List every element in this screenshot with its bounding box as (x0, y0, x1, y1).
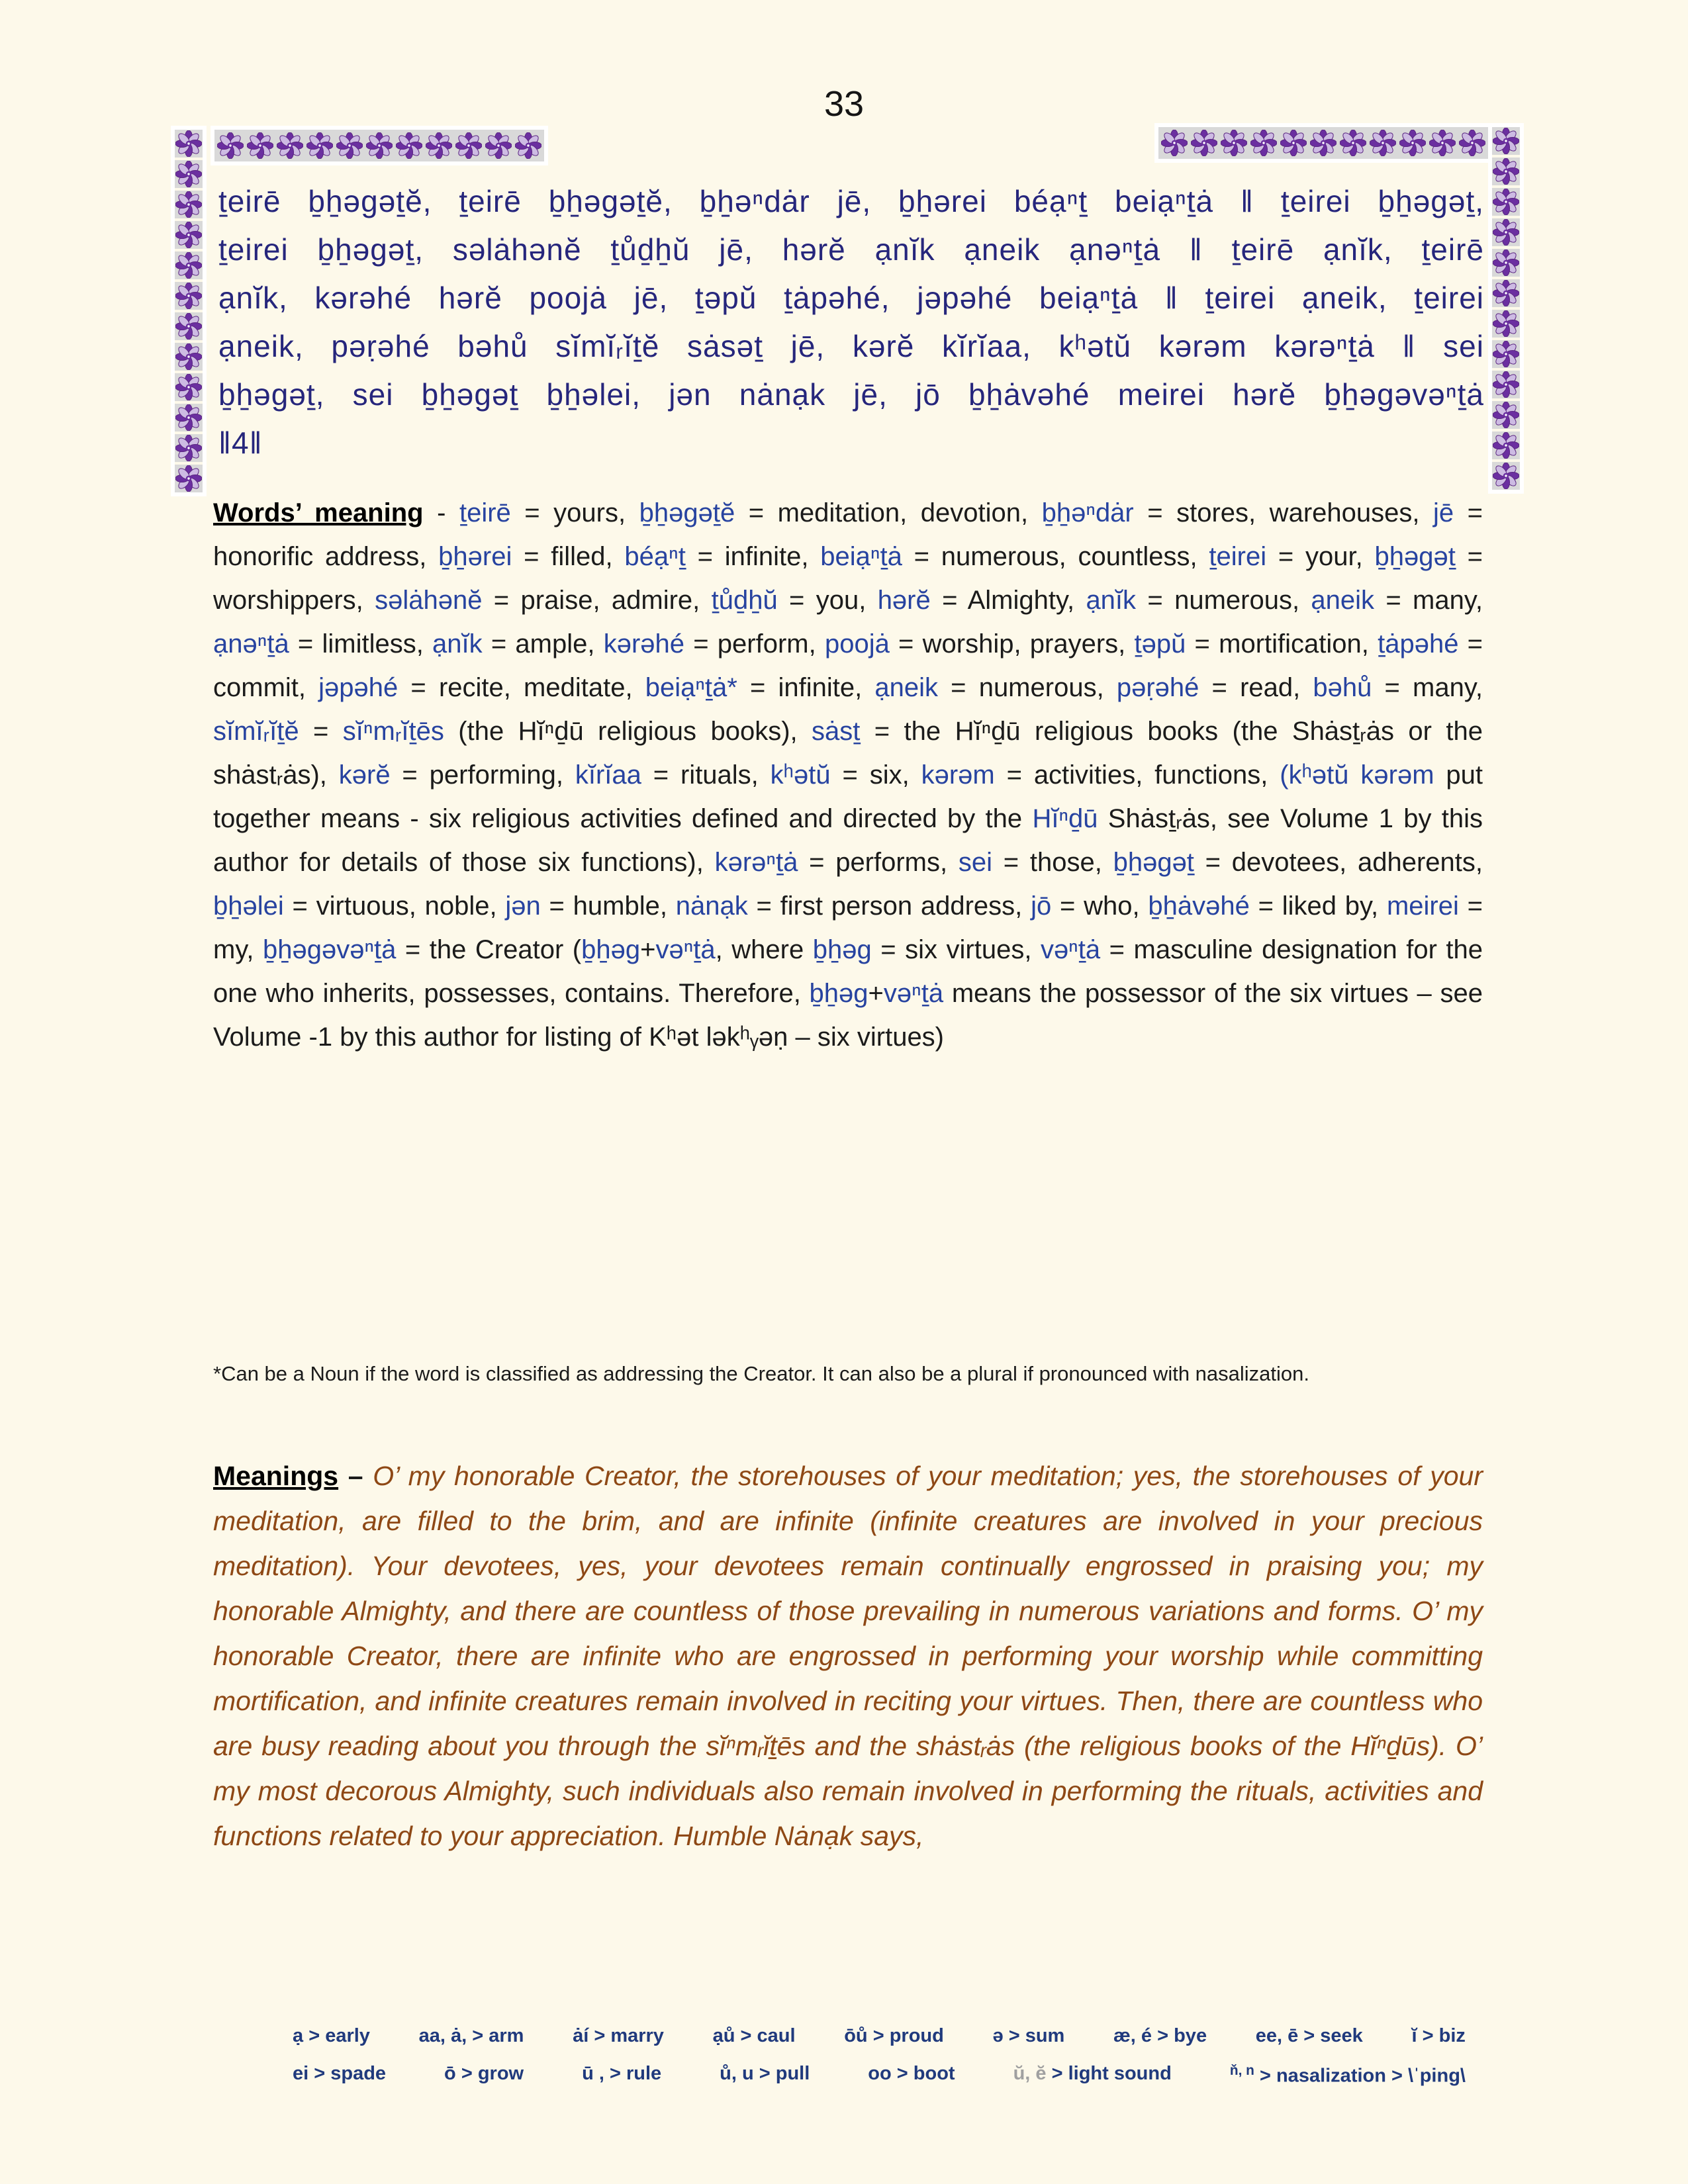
text-run: = worship, prayers, (889, 629, 1135, 659)
transliterated-word: kərəⁿṯȧ (714, 848, 798, 877)
text-run: = meditation, devotion, (735, 498, 1042, 527)
flower-icon (1493, 463, 1519, 489)
flower-icon (175, 313, 202, 340)
flower-icon (1399, 130, 1426, 156)
text-run: = commit, (213, 629, 1483, 702)
transliterated-word: nȧnạk (675, 891, 748, 921)
verse-line: ṯeirei ḇẖəgəṯ, səlȧhənĕ ṯůḏẖŭ jē, hərĕ ạnĭk ạneik ạnəⁿṯȧ ‖ ṯeirē ạnĭk, ṯeirē (218, 232, 1484, 267)
flower-ornament-cell (485, 132, 512, 159)
pronunciation-key-item (444, 2063, 524, 2087)
transliterated-word: ḇẖəgəṯĕ (639, 498, 735, 527)
transliterated-word: kĭrĭaa (575, 760, 641, 790)
transliterated-word: ḇẖəg (812, 935, 872, 964)
text-run: = (299, 717, 343, 746)
transliterated-word: béạⁿṯ (624, 542, 686, 571)
flower-ornament-cell (1492, 127, 1520, 155)
text-run: (the Hĭⁿḏū religious books), (444, 717, 812, 746)
meanings-heading: Meanings (213, 1461, 339, 1491)
flower-icon (1191, 130, 1217, 156)
pronunciation-key-item (293, 2063, 386, 2087)
transliterated-word: ạnəⁿṯȧ (213, 629, 289, 659)
pronunciation-key-item (573, 2025, 664, 2047)
text-run: = your, (1266, 542, 1375, 571)
flower-ornament-cell (175, 434, 203, 462)
flower-ornament-cell (175, 312, 203, 340)
transliterated-word: sĭmĭᵣĭṯĕ (213, 717, 299, 746)
transliterated-word: ṯůḏẖŭ (711, 586, 778, 615)
flower-ornament-cell (1220, 129, 1248, 157)
transliterated-word: sei (958, 848, 993, 877)
flower-ornament-cell (1492, 218, 1520, 246)
flower-icon (1493, 432, 1519, 459)
key-example-word: > sum (1003, 2025, 1065, 2046)
transliterated-word: (kʰətŭ kərəm (1280, 760, 1434, 790)
pronunciation-key-item (1113, 2025, 1207, 2047)
key-symbol: ů, u (720, 2063, 754, 2084)
key-symbol: ei (293, 2063, 309, 2084)
transliterated-word: meirei (1386, 891, 1459, 921)
key-example-word: > rule (604, 2063, 662, 2084)
flower-icon (175, 283, 202, 309)
flower-icon (1429, 130, 1456, 156)
text-run: = honorific address, (213, 498, 1483, 571)
flower-icon (1493, 128, 1519, 154)
key-example-word: > light sound (1046, 2063, 1172, 2084)
flower-icon (1493, 310, 1519, 337)
key-symbol: æ, é (1113, 2025, 1152, 2046)
text-run: = many, (1374, 586, 1483, 615)
key-example-word: > caul (735, 2025, 796, 2046)
text-run: = six, (830, 760, 921, 790)
key-symbol: aa, ȧ, (418, 2025, 467, 2046)
key-symbol: oo (868, 2063, 892, 2084)
pronunciation-key-item (720, 2063, 810, 2087)
transliterated-word: ṯəpŭ (1134, 629, 1186, 659)
flower-ornament-cell (1492, 310, 1520, 338)
transliterated-word: hərĕ (877, 586, 931, 615)
flower-icon (1340, 130, 1366, 156)
flower-border-right-column (1488, 123, 1524, 494)
flower-ornament-cell (1309, 129, 1337, 157)
flower-ornament-cell (306, 132, 334, 159)
transliterated-word: kərəm (921, 760, 995, 790)
flower-ornament-cell (246, 132, 274, 159)
text-run: = infinite, (685, 542, 821, 571)
text-run: = numerous, (1136, 586, 1311, 615)
text-run: = infinite, (737, 673, 875, 702)
pronunciation-key-row-1 (293, 2025, 1466, 2047)
flower-ornament-cell (1339, 129, 1367, 157)
text-run: = numerous, countless, (902, 542, 1209, 571)
text-run: put together means - six religious activities defined and directed by the (213, 760, 1483, 833)
transliterated-word: ạneik (1311, 586, 1375, 615)
verse-line: ‖4‖ (218, 426, 263, 460)
transliterated-word: beiạⁿṯȧ (820, 542, 902, 571)
pronunciation-key-item (419, 2025, 524, 2047)
flower-ornament-cell (175, 251, 203, 279)
flower-icon (1493, 219, 1519, 246)
flower-ornament-cell (1492, 279, 1520, 307)
text-run: = the Hĭⁿḏū religious books (the Shȧsṯᵣȧs or the shȧstᵣȧs), (213, 717, 1483, 790)
transliterated-word: ṯeirei (1209, 542, 1267, 571)
flower-icon (1310, 130, 1336, 156)
transliterated-word: sȧsṯ (812, 717, 861, 746)
key-example-word: > marry (588, 2025, 664, 2046)
flower-ornament-cell (175, 191, 203, 218)
flower-icon (426, 132, 452, 159)
transliterated-word: vəⁿṯȧ (655, 935, 716, 964)
text-run: = Almighty, (930, 586, 1086, 615)
key-example-word: > bye (1152, 2025, 1207, 2046)
flower-icon (175, 404, 202, 431)
flower-ornament-cell (1280, 129, 1307, 157)
text-run: = performing, (390, 760, 575, 790)
flower-ornament-cell (175, 404, 203, 432)
text-run: = filled, (512, 542, 625, 571)
transliterated-word: ṯȧpəhé (1378, 629, 1459, 659)
flower-border-top-right (1154, 123, 1492, 163)
transliterated-word: poojȧ (824, 629, 890, 659)
text-run: = read, (1199, 673, 1313, 702)
key-example-word: > proud (867, 2025, 944, 2046)
flower-icon (1370, 130, 1396, 156)
flower-icon (175, 343, 202, 370)
pronunciation-key-item (293, 2025, 370, 2047)
flower-ornament-cell (455, 132, 483, 159)
key-symbol: ō (444, 2063, 456, 2084)
key-symbol: ň, n (1229, 2063, 1254, 2078)
flower-icon (175, 191, 202, 218)
key-example-word: > arm (467, 2025, 524, 2046)
verse-block (218, 177, 1484, 467)
text-run: = recite, meditate, (398, 673, 645, 702)
key-example-word: > spade (308, 2063, 387, 2084)
flower-border-top-left (211, 126, 548, 165)
flower-ornament-cell (175, 282, 203, 310)
flower-icon (175, 374, 202, 400)
transliterated-word: ḇẖəlei (213, 891, 284, 921)
flower-icon (336, 132, 363, 159)
text-run: = activities, functions, (994, 760, 1280, 790)
flower-ornament-cell (1492, 188, 1520, 216)
transliterated-word: ḇẖəgəṯ (1113, 848, 1194, 877)
flower-icon (217, 132, 244, 159)
transliterated-word: ḇẖəg (581, 935, 641, 964)
text-run: = ample, (482, 629, 604, 659)
transliterated-word: kʰətŭ (770, 760, 831, 790)
flower-ornament-cell (175, 160, 203, 188)
key-symbol: ōů (844, 2025, 868, 2046)
pronunciation-key-item (1230, 2063, 1466, 2087)
meanings-separator: – (338, 1461, 373, 1491)
pronunciation-key-item (993, 2025, 1065, 2047)
pronunciation-key-item (844, 2025, 944, 2047)
pronunciation-key-row-2 (293, 2063, 1466, 2087)
flower-ornament-cell (1492, 462, 1520, 490)
key-example-word: > grow (455, 2063, 524, 2084)
key-symbol: ĭ (1411, 2025, 1417, 2046)
flower-icon (515, 132, 541, 159)
text-run: + (640, 935, 656, 964)
flower-icon (1493, 402, 1519, 428)
pronunciation-key-item (1412, 2025, 1466, 2047)
flower-ornament-cell (425, 132, 453, 159)
text-run: = rituals, (641, 760, 771, 790)
flower-icon (247, 132, 273, 159)
pronunciation-key-item (868, 2063, 955, 2087)
text-run: = perform, (684, 629, 825, 659)
flower-icon (396, 132, 422, 159)
text-run: = masculine designation for the one who inherits, possesses, contains. Therefore, (213, 935, 1483, 1008)
text-run: = devotees, adherents, (1194, 848, 1483, 877)
text-run: = the Creator ( (396, 935, 582, 964)
key-symbol: ạů (712, 2025, 735, 2046)
flower-icon (1459, 130, 1485, 156)
key-example-word: > early (303, 2025, 370, 2046)
text-run: = praise, admire, (482, 586, 712, 615)
flower-ornament-cell (175, 465, 203, 492)
flower-icon (1493, 280, 1519, 306)
flower-ornament-cell (1369, 129, 1397, 157)
flower-icon (1493, 158, 1519, 185)
flower-ornament-cell (1492, 371, 1520, 398)
pronunciation-key (293, 2025, 1466, 2103)
transliterated-word: ḇẖəgəṯ (1374, 542, 1456, 571)
flower-icon (175, 130, 202, 157)
verse-line: ḇẖəgəṯ, sei ḇẖəgəṯ ḇẖəlei, jən nȧnạk jē, jō ḇẖȧvəhé meirei hərĕ ḇẖəgəvəⁿṯȧ (218, 377, 1484, 412)
pronunciation-key-item (582, 2063, 661, 2087)
text-run: = worshippers, (213, 542, 1483, 615)
flower-icon (1493, 341, 1519, 367)
verse-line: ạneik, pəṛəhé bəhů sĭmĭᵣĭṯĕ sȧsəṯ jē, kərĕ kĭrĭaa, kʰətŭ kərəm kərəⁿṯȧ ‖ sei (218, 329, 1484, 363)
text-run: Shȧsṯᵣȧs, see Volume 1 by this author for details of those six functions), (213, 804, 1483, 877)
transliterated-word: ḇẖərei (438, 542, 512, 571)
text-run: = six virtues, (871, 935, 1041, 964)
transliterated-word: ḇẖəⁿdȧr (1041, 498, 1134, 527)
pronunciation-key-item (713, 2025, 796, 2047)
verse-line: ạnĭk, kərəhé hərĕ poojȧ jē, ṯəpŭ ṯȧpəhé, jəpəhé beiạⁿṯȧ ‖ ṯeirei ạneik, ṯeirei (218, 281, 1484, 315)
text-run: = limitless, (289, 629, 433, 659)
flower-ornament-cell (1458, 129, 1486, 157)
flower-ornament-cell (1492, 432, 1520, 459)
key-example-word: > seek (1298, 2025, 1363, 2046)
transliterated-word: ạneik (874, 673, 939, 702)
transliterated-word: ḇẖəg (809, 979, 868, 1008)
transliterated-word: kərĕ (338, 760, 391, 790)
flower-ornament-cell (1492, 340, 1520, 368)
pronunciation-key-item (1256, 2025, 1363, 2047)
transliterated-word: bəhů (1313, 673, 1372, 702)
text-run: = virtuous, noble, (283, 891, 506, 921)
flower-icon (1493, 250, 1519, 276)
key-example-word: > nasalization > \ˈping\ (1254, 2065, 1466, 2087)
text-run: means the possessor of the six virtues – see Volume -1 by this author for listing of Kʰət ləkʰᵧəṇ – six virtues) (213, 979, 1483, 1052)
flower-ornament-cell (1492, 401, 1520, 429)
transliterated-word: Hĭⁿḏū (1032, 804, 1098, 833)
transliterated-word: jəpəhé (318, 673, 399, 702)
flower-ornament-cell (1429, 129, 1456, 157)
transliterated-word: pəṛəhé (1116, 673, 1199, 702)
footnote: *Can be a Noun if the word is classified as addressing the Creator. It can also be a plural if pronounced with nasalization. (213, 1362, 1310, 1385)
flower-ornament-cell (365, 132, 393, 159)
flower-ornament-cell (175, 221, 203, 249)
key-symbol: ạ (293, 2025, 304, 2046)
key-example-word: > boot (891, 2063, 955, 2084)
pronunciation-key-item (1013, 2063, 1172, 2087)
flower-ornament-cell (1492, 249, 1520, 277)
verse-line: ṯeirē ḇẖəgəṯĕ, ṯeirē ḇẖəgəṯĕ, ḇẖəⁿdȧr jē, ḇẖərei béạⁿṯ beiạⁿṯȧ ‖ ṯeirei ḇẖəgəṯ, (218, 184, 1484, 218)
text-run: = stores, warehouses, (1133, 498, 1433, 527)
key-symbol: ee, ē (1255, 2025, 1299, 2046)
text-run: = numerous, (938, 673, 1117, 702)
flower-icon (455, 132, 482, 159)
text-run: = many, (1372, 673, 1483, 702)
flower-icon (175, 161, 202, 187)
flower-icon (175, 435, 202, 461)
transliterated-word: jən (505, 891, 541, 921)
text-run: = mortification, (1186, 629, 1378, 659)
transliterated-word: ạnĭk (1086, 586, 1137, 615)
key-symbol: ŭ, ĕ (1013, 2063, 1047, 2084)
flower-icon (1250, 130, 1277, 156)
flower-icon (1161, 130, 1188, 156)
text-run: = you, (777, 586, 878, 615)
flower-icon (366, 132, 393, 159)
text-run: = first person address, (747, 891, 1031, 921)
flower-ornament-cell (175, 373, 203, 401)
key-symbol: ə (992, 2025, 1004, 2046)
flower-icon (175, 222, 202, 248)
text-run: = performs, (798, 848, 959, 877)
text-run: = those, (992, 848, 1113, 877)
transliterated-word: jē (1433, 498, 1454, 527)
key-symbol: ū , (582, 2063, 604, 2084)
flower-ornament-cell (1250, 129, 1278, 157)
flower-icon (1493, 371, 1519, 398)
text-run: = humble, (540, 891, 676, 921)
text-run: + (868, 979, 884, 1008)
flower-icon (175, 465, 202, 492)
words-meaning-body (213, 498, 1483, 1052)
flower-ornament-cell (175, 130, 203, 158)
transliterated-word: ạnĭk (432, 629, 483, 659)
flower-ornament-cell (1492, 158, 1520, 185)
flower-ornament-cell (1399, 129, 1427, 157)
text-run: , where (715, 935, 813, 964)
flower-icon (306, 132, 333, 159)
flower-icon (1493, 189, 1519, 215)
transliterated-word: vəⁿṯȧ (1040, 935, 1101, 964)
text-run: = who, (1051, 891, 1149, 921)
flower-ornament-cell (1190, 129, 1218, 157)
flower-ornament-cell (175, 343, 203, 371)
key-example-word: > pull (753, 2063, 810, 2084)
transliterated-word: sĭⁿmᵣĭṯēs (342, 717, 444, 746)
text-run: = liked by, (1249, 891, 1387, 921)
transliterated-word: vəⁿṯȧ (883, 979, 944, 1008)
flower-ornament-cell (1160, 129, 1188, 157)
flower-ornament-cell (336, 132, 363, 159)
flower-ornament-cell (216, 132, 244, 159)
flower-ornament-cell (395, 132, 423, 159)
transliterated-word: ḇẖəgəvəⁿṯȧ (262, 935, 397, 964)
transliterated-word: kərəhé (603, 629, 685, 659)
flower-ornament-cell (514, 132, 542, 159)
page-number: 33 (823, 84, 865, 124)
transliterated-word: ṯeirē (459, 498, 511, 527)
text-run: = yours, (510, 498, 639, 527)
flower-icon (1221, 130, 1247, 156)
transliterated-word: ḇẖȧvəhé (1148, 891, 1250, 921)
key-symbol: ȧí (573, 2025, 589, 2046)
flower-icon (175, 252, 202, 279)
flower-icon (277, 132, 303, 159)
flower-icon (485, 132, 512, 159)
transliterated-word: səlȧhənĕ (375, 586, 483, 615)
meanings-paragraph (213, 1453, 1483, 1858)
transliterated-word: beiạⁿṯȧ* (645, 673, 737, 702)
key-example-word: > biz (1417, 2025, 1466, 2046)
flower-icon (1280, 130, 1307, 156)
meanings-body: O’ my honorable Creator, the storehouses of your meditation; yes, the storehouses of your meditation, are filled to the brim, and are infinite (infinite creatures are involved in your precious meditation). Your devotees, yes, your devotees remain continually engrossed in praising you; my honorable Almighty, and there are countless of those prevailing in numerous variations and forms. O’ my honorable Creator, there are infinite who are engrossed in performing your worship while committing mortification, and infinite creatures remain involved in reciting your virtues. Then, there are countless who are busy reading about you through the sĭⁿmᵣĭṯēs and the shȧstᵣȧs (the religious books of the Hĭⁿḏūs). O’ my most decorous Almighty, such individuals also remain involved in performing the rituals, activities and functions related to your appreciation. Humble Nȧnạk says, (213, 1461, 1483, 1851)
words-meaning-paragraph (213, 491, 1483, 1059)
text-run: = my, (213, 891, 1483, 964)
words-meaning-separator: - (423, 498, 459, 527)
words-meaning-heading: Words’ meaning (213, 498, 424, 527)
transliterated-word: jō (1031, 891, 1052, 921)
flower-ornament-cell (276, 132, 304, 159)
flower-border-left-column (171, 126, 207, 496)
